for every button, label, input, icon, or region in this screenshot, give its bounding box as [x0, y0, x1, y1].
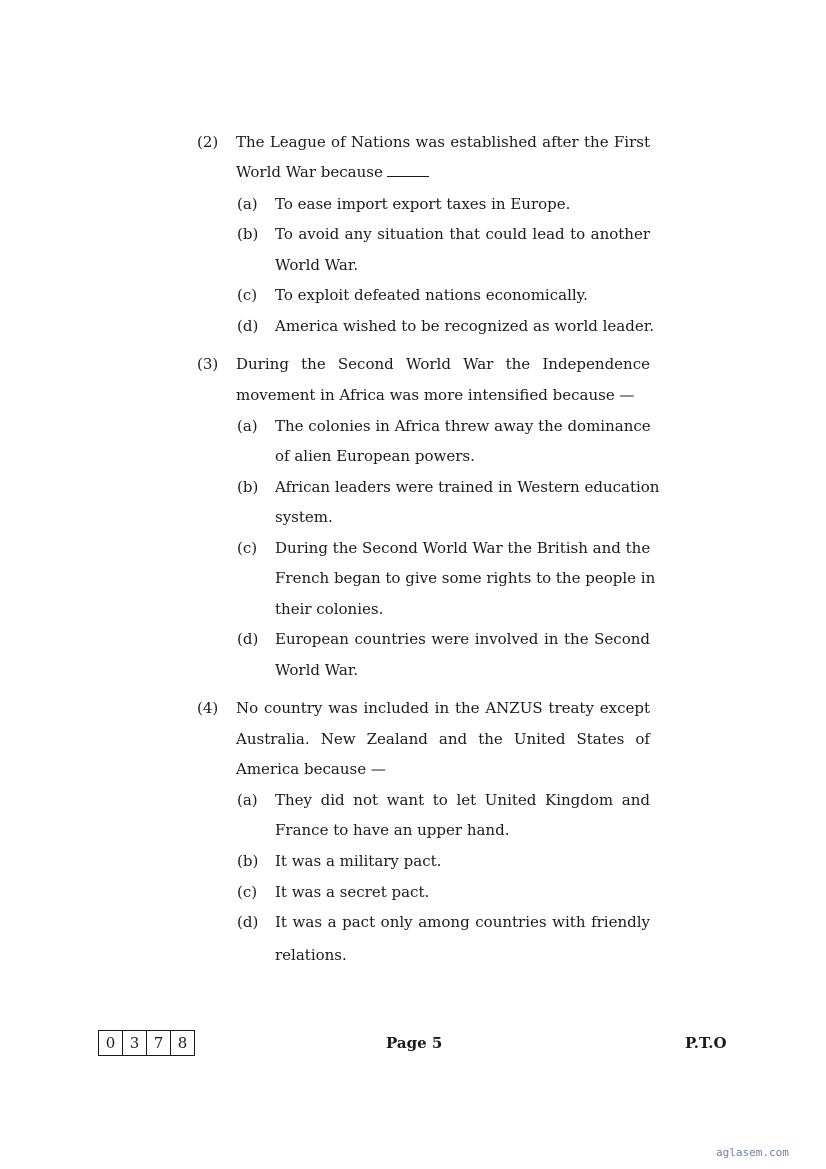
paper-code-digit: 8: [177, 1034, 188, 1052]
option-text: World War.: [275, 256, 359, 274]
option-text: During the Second World War the British and the: [275, 539, 651, 557]
question-text-line: Australia. New Zealand and the United States of: [236, 730, 650, 748]
watermark: aglasem.com: [716, 1146, 789, 1159]
option-label: (a): [237, 791, 258, 809]
option-text: European countries were involved in the Second: [275, 630, 650, 648]
option-label: (c): [237, 286, 258, 304]
option-text: To ease import export taxes in Europe.: [275, 195, 571, 213]
option-label: (b): [237, 852, 259, 870]
pto-label: P.T.O: [685, 1034, 727, 1052]
question-text-line: The League of Nations was established after the First: [236, 133, 650, 151]
option-text: The colonies in Africa threw away the dominance: [275, 417, 651, 435]
page-number: Page 5: [386, 1034, 443, 1052]
option-text: of alien European powers.: [275, 447, 475, 465]
option-text: relations.: [275, 946, 347, 964]
question-number: (3): [197, 355, 219, 373]
option-text: They did not want to let United Kingdom and: [275, 791, 650, 809]
option-text: World War.: [275, 661, 359, 679]
option-text: France to have an upper hand.: [275, 821, 510, 839]
option-label: (b): [237, 478, 259, 496]
question-text-line: No country was included in the ANZUS treaty except: [236, 699, 650, 717]
option-text: It was a secret pact.: [275, 883, 430, 901]
option-text: America wished to be recognized as world leader.: [275, 317, 655, 335]
question-text-line: movement in Africa was more intensified because —: [236, 386, 635, 404]
question-text-line: America because —: [236, 760, 386, 778]
option-text: system.: [275, 508, 333, 526]
question-text-line: During the Second World War the Independence: [236, 355, 650, 373]
answer-blank: [387, 164, 429, 177]
paper-code-digit: 7: [147, 1031, 171, 1055]
question-number: (4): [197, 699, 219, 717]
paper-code-box: [98, 1030, 195, 1056]
option-label: (d): [237, 913, 259, 931]
option-text: It was a military pact.: [275, 852, 442, 870]
option-label: (d): [237, 630, 259, 648]
option-label: (a): [237, 417, 258, 435]
question-number: (2): [197, 133, 219, 151]
option-label: (c): [237, 539, 258, 557]
option-label: (b): [237, 225, 259, 243]
option-label: (a): [237, 195, 258, 213]
option-text: French began to give some rights to the people in: [275, 569, 656, 587]
option-text: their colonies.: [275, 600, 384, 618]
option-text: To avoid any situation that could lead to another: [275, 225, 650, 243]
option-text: To exploit defeated nations economically.: [275, 286, 588, 304]
option-label: (c): [237, 883, 258, 901]
option-text: African leaders were trained in Western education: [275, 478, 660, 496]
option-label: (d): [237, 317, 259, 335]
paper-code-digit: 0: [99, 1031, 123, 1055]
question-text: World War because: [236, 163, 383, 181]
paper-code-digit: 3: [123, 1031, 147, 1055]
option-text: It was a pact only among countries with friendly: [275, 913, 650, 931]
question-text-line: [236, 163, 650, 181]
